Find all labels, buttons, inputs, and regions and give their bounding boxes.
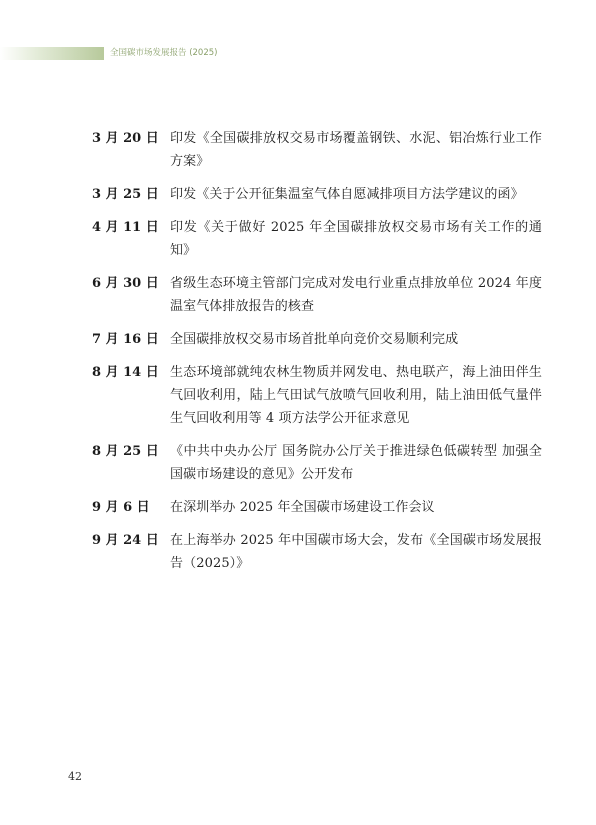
header-accent-bar	[0, 47, 104, 60]
timeline-list	[92, 127, 542, 585]
entry-text: 生态环境部就纯农林生物质并网发电、热电联产，海上油田伴生气回收利用，陆上气田试气放喷气回收利用，陆上油田低气量伴生气回收利用等 4 项方法学公开征求意见	[170, 365, 542, 426]
entry-text: 《中共中央办公厅 国务院办公厅关于推进绿色低碳转型 加强全国碳市场建设的意见》公开发布	[170, 444, 542, 482]
entry-date: 8 月 14 日	[92, 365, 159, 380]
entry-date: 9 月 24 日	[92, 533, 159, 548]
entry-date: 6 月 30 日	[92, 276, 159, 291]
entry-text: 省级生态环境主管部门完成对发电行业重点排放单位 2024 年度温室气体排放报告的核查	[170, 276, 542, 314]
entry-date: 3 月 25 日	[92, 187, 159, 202]
entry-date: 9 月 6 日	[92, 500, 150, 515]
entry-date: 8 月 25 日	[92, 444, 159, 459]
timeline-entry	[92, 361, 542, 430]
timeline-entry	[92, 328, 542, 351]
timeline-entry	[92, 496, 542, 519]
entry-text: 印发《关于公开征集温室气体自愿减排项目方法学建议的函》	[170, 187, 524, 202]
entry-text: 全国碳排放权交易市场首批单向竞价交易顺利完成	[170, 332, 459, 347]
timeline-entry	[92, 127, 542, 173]
running-header-title: 全国碳市场发展报告 (2025)	[110, 48, 218, 58]
page-number: 42	[68, 770, 82, 783]
timeline-entry	[92, 216, 542, 262]
entry-text: 在深圳举办 2025 年全国碳市场建设工作会议	[170, 500, 435, 515]
timeline-entry	[92, 183, 542, 206]
timeline-entry	[92, 440, 542, 486]
entry-date: 7 月 16 日	[92, 332, 159, 347]
timeline-entry	[92, 272, 542, 318]
entry-text: 印发《关于做好 2025 年全国碳排放权交易市场有关工作的通知》	[170, 220, 542, 258]
entry-date: 4 月 11 日	[92, 220, 159, 235]
entry-text: 在上海举办 2025 年中国碳市场大会，发布《全国碳市场发展报告（2025）》	[170, 533, 542, 571]
entry-text: 印发《全国碳排放权交易市场覆盖钢铁、水泥、铝冶炼行业工作方案》	[170, 131, 542, 169]
timeline-entry	[92, 529, 542, 575]
entry-date: 3 月 20 日	[92, 131, 159, 146]
